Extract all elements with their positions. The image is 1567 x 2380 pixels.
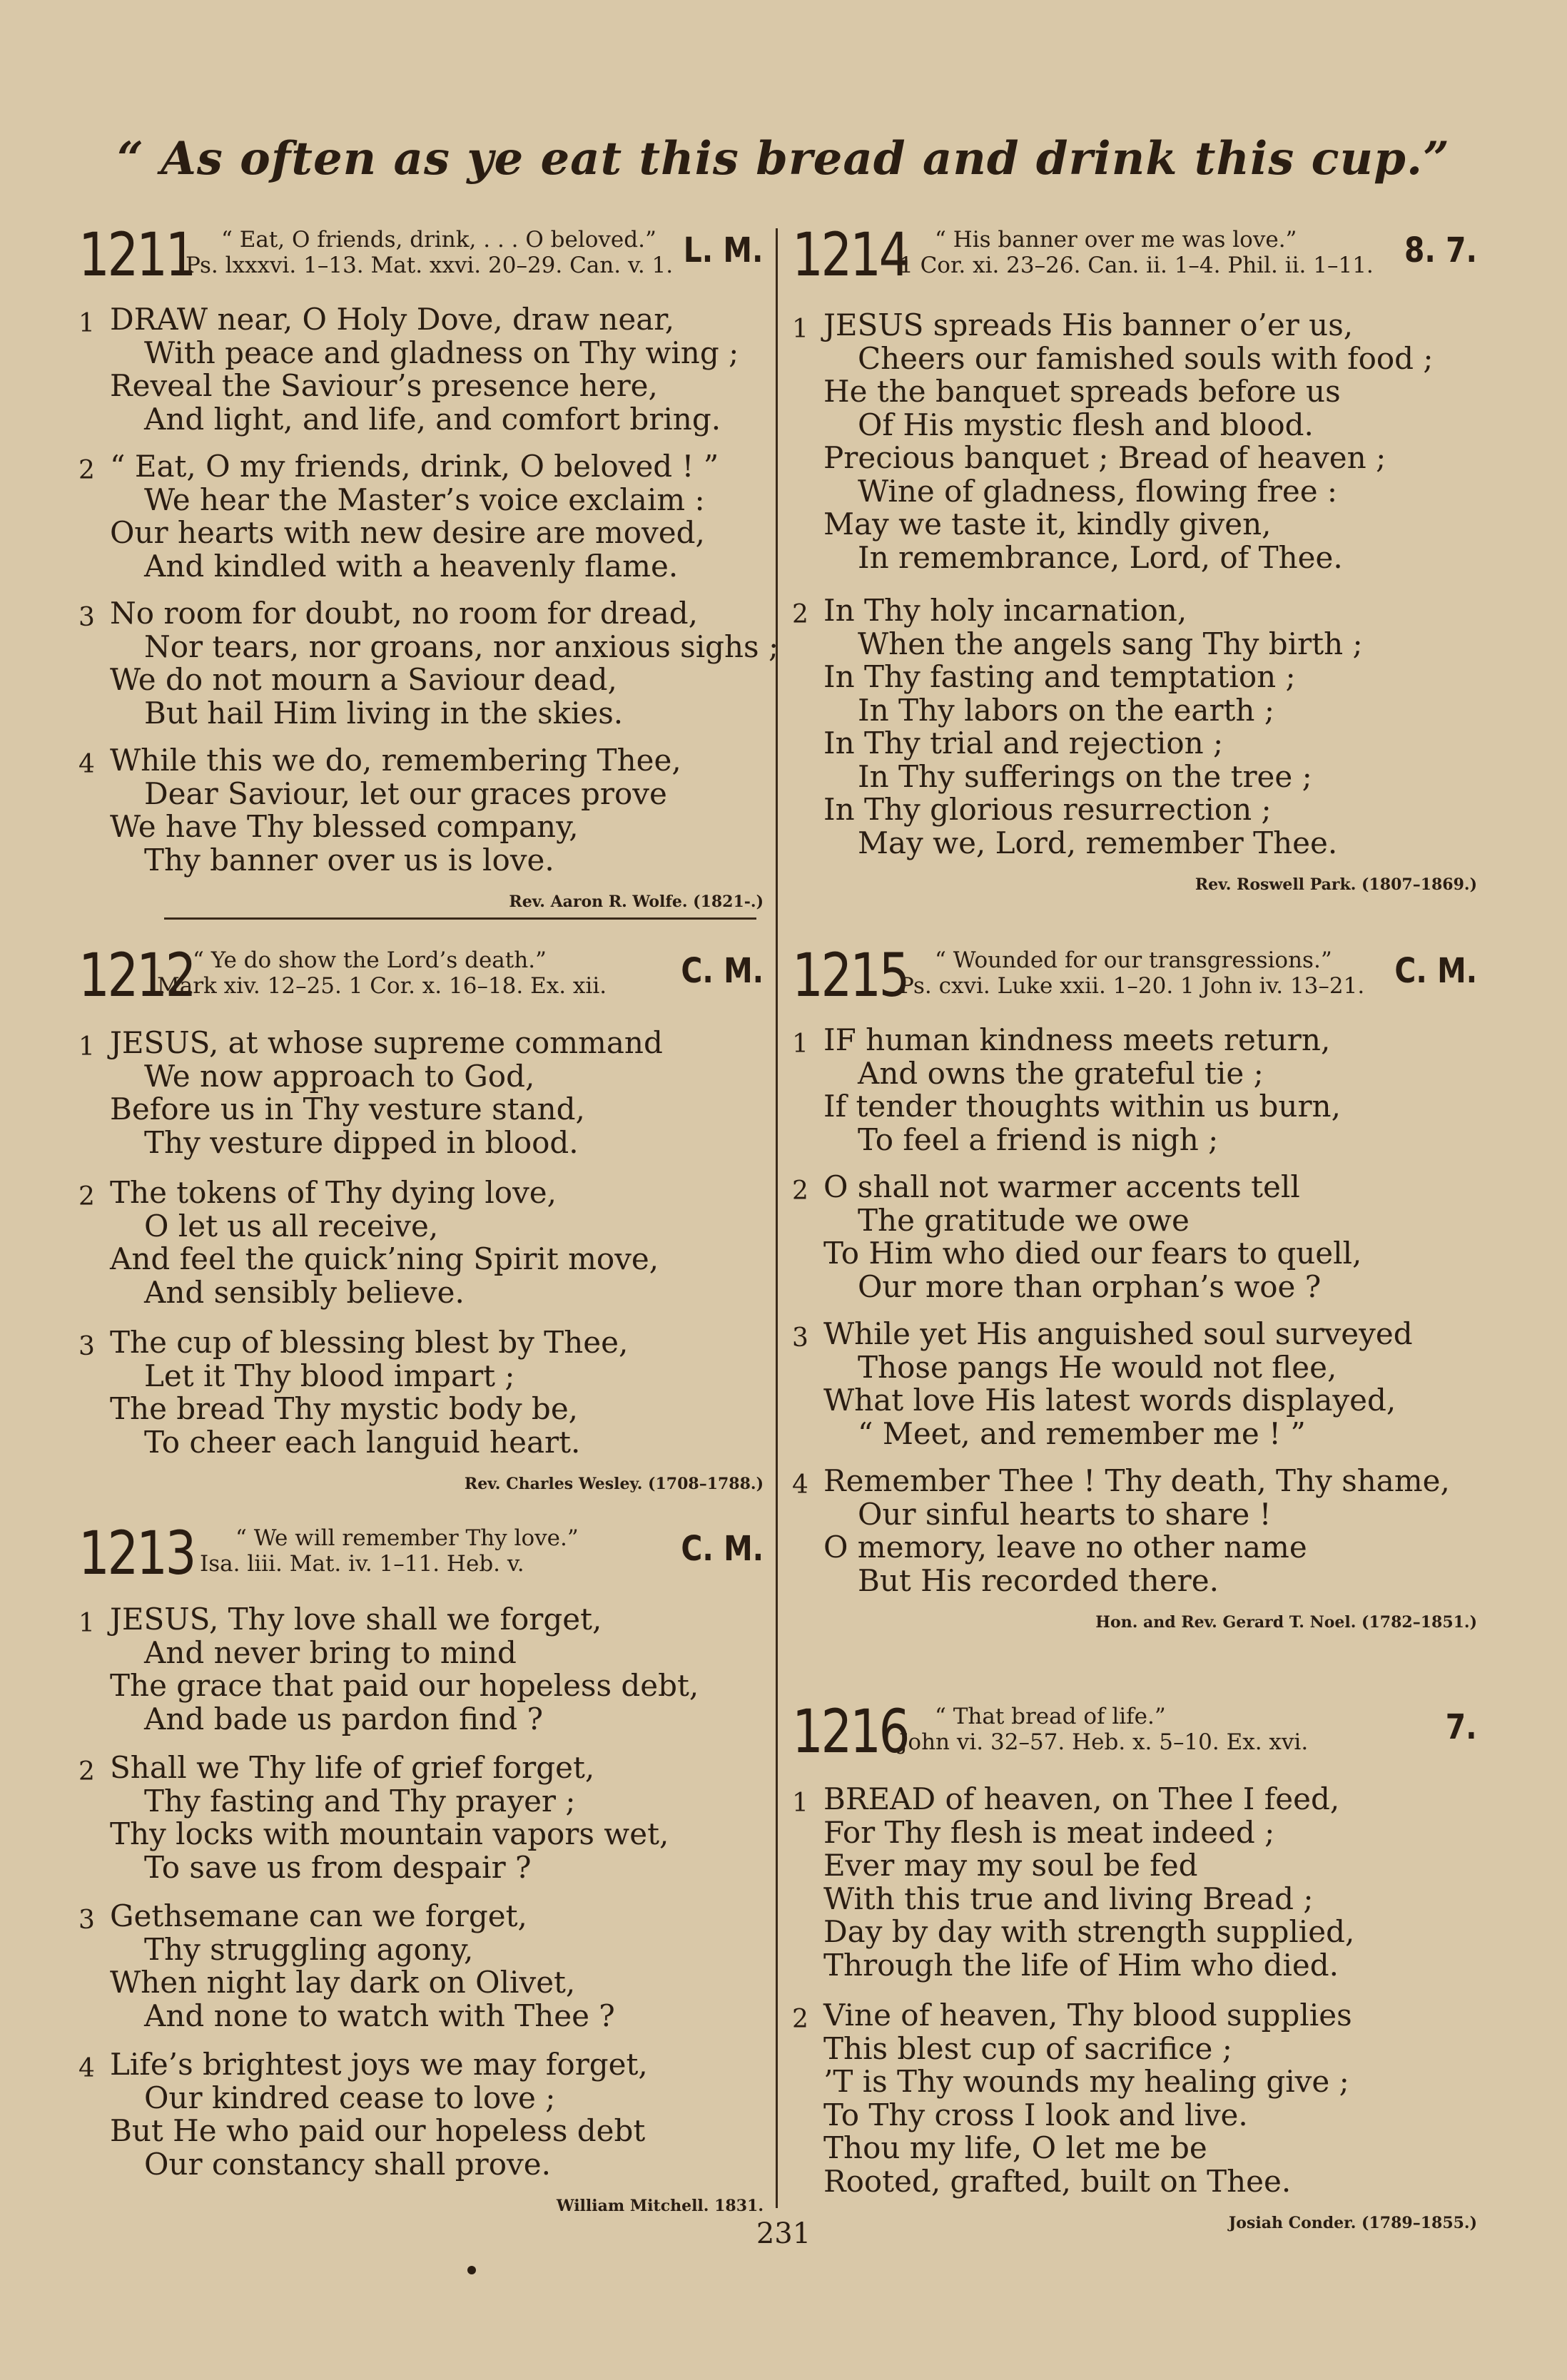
scripture-references: John vi. 32–57. Heb. x. 5–10. Ex. xvi.	[899, 1729, 1309, 1755]
verse-line: Precious banquet ; Bread of heaven ;	[823, 440, 1386, 475]
hymn-1215	[792, 940, 1477, 1632]
verse-line: JESUS, at whose supreme command	[110, 1025, 663, 1060]
verse	[792, 1783, 1477, 1982]
verse	[78, 1326, 764, 1459]
verse-line: Our sinful hearts to share !	[858, 1496, 1272, 1532]
hymn-number: 1216	[792, 1697, 908, 1766]
verse-line: JESUS, Thy love shall we forget,	[110, 1602, 602, 1637]
verse-line: And sensibly believe.	[144, 1274, 465, 1310]
verse-line: O memory, leave no other name	[823, 1530, 1307, 1565]
verse	[792, 1318, 1477, 1450]
verse-number: 2	[792, 600, 808, 629]
hymn-meter: C. M.	[681, 1529, 764, 1569]
verse-line: The gratitude we owe	[858, 1202, 1190, 1238]
verse-line: Wine of gladness, flowing free :	[858, 473, 1338, 509]
verse-line: JESUS spreads His banner o’er us,	[823, 307, 1354, 342]
verse	[78, 744, 764, 877]
verse-line: In remembrance, Lord, of Thee.	[858, 539, 1343, 575]
hymn-header	[792, 1697, 1477, 1766]
verse-line: To Thy cross I look and live.	[823, 2097, 1248, 2132]
verse	[78, 1027, 764, 1159]
verse-line: We have Thy blessed company,	[110, 809, 579, 844]
verse-line: Our hearts with new desire are moved,	[110, 515, 705, 550]
hymn-number: 1214	[792, 220, 908, 290]
verse-line: The grace that paid our hopeless debt,	[110, 1668, 699, 1703]
verse-line: In Thy trial and rejection ;	[823, 726, 1224, 761]
hymn-meter: C. M.	[681, 951, 764, 991]
verse-number: 2	[792, 1176, 808, 1206]
verse-line: In Thy glorious resurrection ;	[823, 792, 1272, 827]
hymn-motto: “ Wounded for our transgressions.”	[935, 947, 1332, 973]
verse-line: To save us from despair ?	[144, 1849, 532, 1885]
verse-number: 1	[78, 1609, 95, 1638]
verse-number: 4	[78, 750, 95, 779]
hymn-meter: 7.	[1446, 1707, 1477, 1747]
scripture-references: Ps. cxvi. Luke xxii. 1–20. 1 John iv. 13–21.	[899, 973, 1365, 999]
verse-number: 1	[78, 1032, 95, 1062]
verse-line: Rooted, grafted, built on Thee.	[823, 2163, 1292, 2199]
verse-line: This blest cup of sacrifice ;	[823, 2030, 1232, 2066]
verse-line: And owns the grateful tie ;	[858, 1055, 1264, 1091]
verse-number: 2	[78, 1757, 95, 1786]
scripture-references: 1 Cor. xi. 23–26. Can. ii. 1–4. Phil. ii. 1–11.	[899, 253, 1374, 278]
verse-line: BREAD of heaven, on Thee I feed,	[823, 1781, 1340, 1816]
verse-line: When night lay dark on Olivet,	[110, 1965, 576, 2000]
hymn-meter: L. M.	[684, 230, 764, 270]
hymn-1211	[78, 220, 779, 911]
hymn-header	[78, 220, 764, 290]
verse-line: And kindled with a heavenly flame.	[144, 548, 679, 584]
hymn-1213	[78, 1518, 764, 2215]
verse	[792, 309, 1477, 574]
verse-line: The bread Thy mystic body be,	[110, 1391, 579, 1426]
verse-line: We do not mourn a Saviour dead,	[110, 662, 617, 697]
verse-line: Vine of heaven, Thy blood supplies	[823, 1998, 1352, 2033]
verse-line: Thy vesture dipped in blood.	[144, 1124, 579, 1160]
verse-line: In Thy holy incarnation,	[823, 593, 1187, 628]
verse-number: 1	[78, 309, 95, 338]
verse-line: If tender thoughts within us burn,	[823, 1089, 1341, 1124]
hymn-number: 1212	[78, 940, 195, 1010]
verse-line: Day by day with strength supplied,	[823, 1914, 1355, 1949]
author-attribution: Rev. Charles Wesley. (1708–1788.)	[464, 1475, 764, 1493]
hymn-meter: 8. 7.	[1404, 230, 1477, 270]
verse-line: In Thy sufferings on the tree ;	[858, 758, 1312, 794]
scripture-references: Ps. lxxxvi. 1–13. Mat. xxvi. 20–29. Can. v. 1.	[186, 253, 674, 278]
verse-line: Nor tears, nor groans, nor anxious sighs ;	[144, 629, 779, 664]
hymn-motto: “ Ye do show the Lord’s death.”	[193, 947, 547, 973]
verse-number: 1	[792, 315, 808, 344]
verse-line: No room for doubt, no room for dread,	[110, 596, 699, 631]
verse-line: Thy banner over us is love.	[144, 842, 554, 878]
hymn-header	[792, 220, 1477, 290]
scripture-references: Isa. liii. Mat. iv. 1–11. Heb. v.	[200, 1551, 524, 1577]
verse-line: Those pangs He would not flee,	[858, 1349, 1337, 1385]
hymn-motto: “ Eat, O friends, drink, . . . O beloved.”	[221, 227, 656, 253]
verse-line: Remember Thee ! Thy death, Thy shame,	[823, 1463, 1450, 1498]
verse-number: 3	[78, 603, 95, 632]
author-attribution: Hon. and Rev. Gerard T. Noel. (1782–1851.)	[1095, 1613, 1477, 1632]
verse	[78, 2048, 764, 2181]
verse-line: While this we do, remembering Thee,	[110, 743, 681, 778]
verse-line: Life’s brightest joys we may forget,	[110, 2047, 648, 2082]
verse-line: When the angels sang Thy birth ;	[858, 626, 1363, 661]
verse-number: 1	[792, 1789, 808, 1818]
verse-line: We now approach to God,	[144, 1058, 535, 1094]
verse-line: And light, and life, and comfort bring.	[144, 401, 721, 437]
verse-line: And bade us pardon find ?	[144, 1701, 543, 1736]
author-attribution: William Mitchell. 1831.	[556, 2197, 764, 2215]
verse-line: And never bring to mind	[144, 1634, 517, 1670]
verse-line: And feel the quick’ning Spirit move,	[110, 1241, 659, 1276]
verse	[78, 450, 764, 583]
verse-line: In Thy labors on the earth ;	[858, 692, 1274, 728]
verse-line: Our constancy shall prove.	[144, 2146, 551, 2182]
verse-line: Through the life of Him who died.	[823, 1947, 1339, 1983]
author-attribution: Rev. Aaron R. Wolfe. (1821-.)	[509, 892, 764, 911]
verse-line: To cheer each languid heart.	[144, 1424, 581, 1460]
verse-line: What love His latest words displayed,	[823, 1383, 1396, 1418]
hymn-1214	[792, 220, 1477, 894]
hymn-header	[78, 940, 764, 1010]
verse-line: IF human kindness meets return,	[823, 1022, 1331, 1057]
verse-line: Thy struggling agony,	[144, 1931, 474, 1967]
verse-line: And none to watch with Thee ?	[144, 1998, 615, 2033]
verse-line: “ Meet, and remember me ! ”	[858, 1415, 1306, 1451]
verse-line: Of His mystic flesh and blood.	[858, 407, 1314, 442]
verse	[792, 1171, 1477, 1303]
verse-line: But He who paid our hopeless debt	[110, 2113, 646, 2148]
author-attribution: Josiah Conder. (1789–1855.)	[1228, 2214, 1477, 2232]
page-number: 231	[756, 2217, 811, 2250]
hymn-divider	[164, 917, 756, 920]
verse	[792, 1999, 1477, 2198]
verse-line: Thy locks with mountain vapors wet,	[110, 1816, 669, 1851]
verse	[78, 596, 779, 731]
verse-line: The tokens of Thy dying love,	[110, 1175, 557, 1210]
verse-number: 2	[78, 456, 95, 485]
hymn-motto: “ We will remember Thy love.”	[235, 1525, 579, 1551]
scripture-references: Mark xiv. 12–25. 1 Cor. x. 16–18. Ex. xii.	[157, 973, 607, 999]
verse	[792, 1465, 1477, 1597]
verse-line: Ever may my soul be fed	[823, 1848, 1198, 1883]
verse-number: 4	[78, 2054, 95, 2083]
verse-line: Gethsemane can we forget,	[110, 1898, 527, 1933]
verse-line: O shall not warmer accents tell	[823, 1169, 1300, 1204]
verse-line: May we, Lord, remember Thee.	[858, 825, 1338, 860]
verse-line: In Thy fasting and temptation ;	[823, 659, 1296, 694]
verse-line: Thou my life, O let me be	[823, 2130, 1207, 2165]
verse-line: Thy fasting and Thy prayer ;	[144, 1783, 576, 1819]
hymn-motto: “ His banner over me was love.”	[935, 227, 1297, 253]
verse-number: 3	[78, 1332, 95, 1361]
author-attribution: Rev. Roswell Park. (1807–1869.)	[1195, 875, 1477, 894]
verse-line: Before us in Thy vesture stand,	[110, 1092, 585, 1127]
verse-line: DRAW near, O Holy Dove, draw near,	[110, 302, 675, 337]
verse-line: To feel a friend is nigh ;	[858, 1122, 1219, 1157]
column-divider	[776, 228, 778, 2208]
verse-line: To Him who died our fears to quell,	[823, 1236, 1362, 1271]
verse	[78, 1751, 764, 1884]
verse-line: Our more than orphan’s woe ?	[858, 1268, 1322, 1304]
hymn-1216	[792, 1697, 1477, 2232]
verse-line: With peace and gladness on Thy wing ;	[144, 335, 739, 370]
verse-line: He the banquet spreads before us	[823, 374, 1341, 409]
verse-number: 3	[78, 1906, 95, 1935]
verse-line: Dear Saviour, let our graces prove	[144, 775, 667, 811]
verse-line: But His recorded there.	[858, 1562, 1219, 1598]
hymn-header	[78, 1518, 764, 1588]
verse	[78, 1603, 764, 1736]
ink-speck	[467, 2266, 476, 2274]
verse	[78, 1900, 764, 2033]
verse-number: 4	[792, 1470, 808, 1500]
verse-line: Shall we Thy life of grief forget,	[110, 1750, 595, 1785]
verse-number: 1	[792, 1029, 808, 1059]
verse-line: With this true and living Bread ;	[823, 1881, 1314, 1916]
verse-line: O let us all receive,	[144, 1208, 439, 1244]
verse	[78, 1176, 764, 1309]
verse-line: ’T is Thy wounds my healing give ;	[823, 2064, 1349, 2099]
verse-line: Our kindred cease to love ;	[144, 2080, 556, 2115]
verse	[792, 594, 1477, 860]
verse	[792, 1024, 1477, 1156]
verse	[78, 303, 764, 436]
verse-number: 3	[792, 1323, 808, 1353]
hymn-meter: C. M.	[1394, 951, 1477, 991]
hymn-motto: “ That bread of life.”	[935, 1704, 1166, 1729]
verse-line: May we taste it, kindly given,	[823, 507, 1272, 541]
verse-line: “ Eat, O my friends, drink, O beloved ! ”	[110, 449, 719, 484]
verse-line: Let it Thy blood impart ;	[144, 1358, 515, 1393]
verse-line: For Thy flesh is meat indeed ;	[823, 1814, 1275, 1850]
hymn-number: 1215	[792, 940, 908, 1010]
hymn-1212	[78, 940, 764, 1493]
hymn-number: 1213	[78, 1518, 195, 1588]
verse-number: 2	[78, 1182, 95, 1211]
hymn-header	[792, 940, 1477, 1010]
verse-line: Cheers our famished souls with food ;	[858, 340, 1434, 376]
page-heading: “ As often as ye eat this bread and drink this cup.”	[117, 132, 1450, 185]
hymn-number: 1211	[78, 220, 195, 290]
verse-line: The cup of blessing blest by Thee,	[110, 1325, 629, 1360]
verse-number: 2	[792, 2005, 808, 2034]
verse-line: Reveal the Saviour’s presence here,	[110, 368, 658, 403]
verse-line: While yet His anguished soul surveyed	[823, 1316, 1413, 1351]
verse-line: But hail Him living in the skies.	[144, 695, 624, 731]
verse-line: We hear the Master’s voice exclaim :	[144, 482, 705, 517]
